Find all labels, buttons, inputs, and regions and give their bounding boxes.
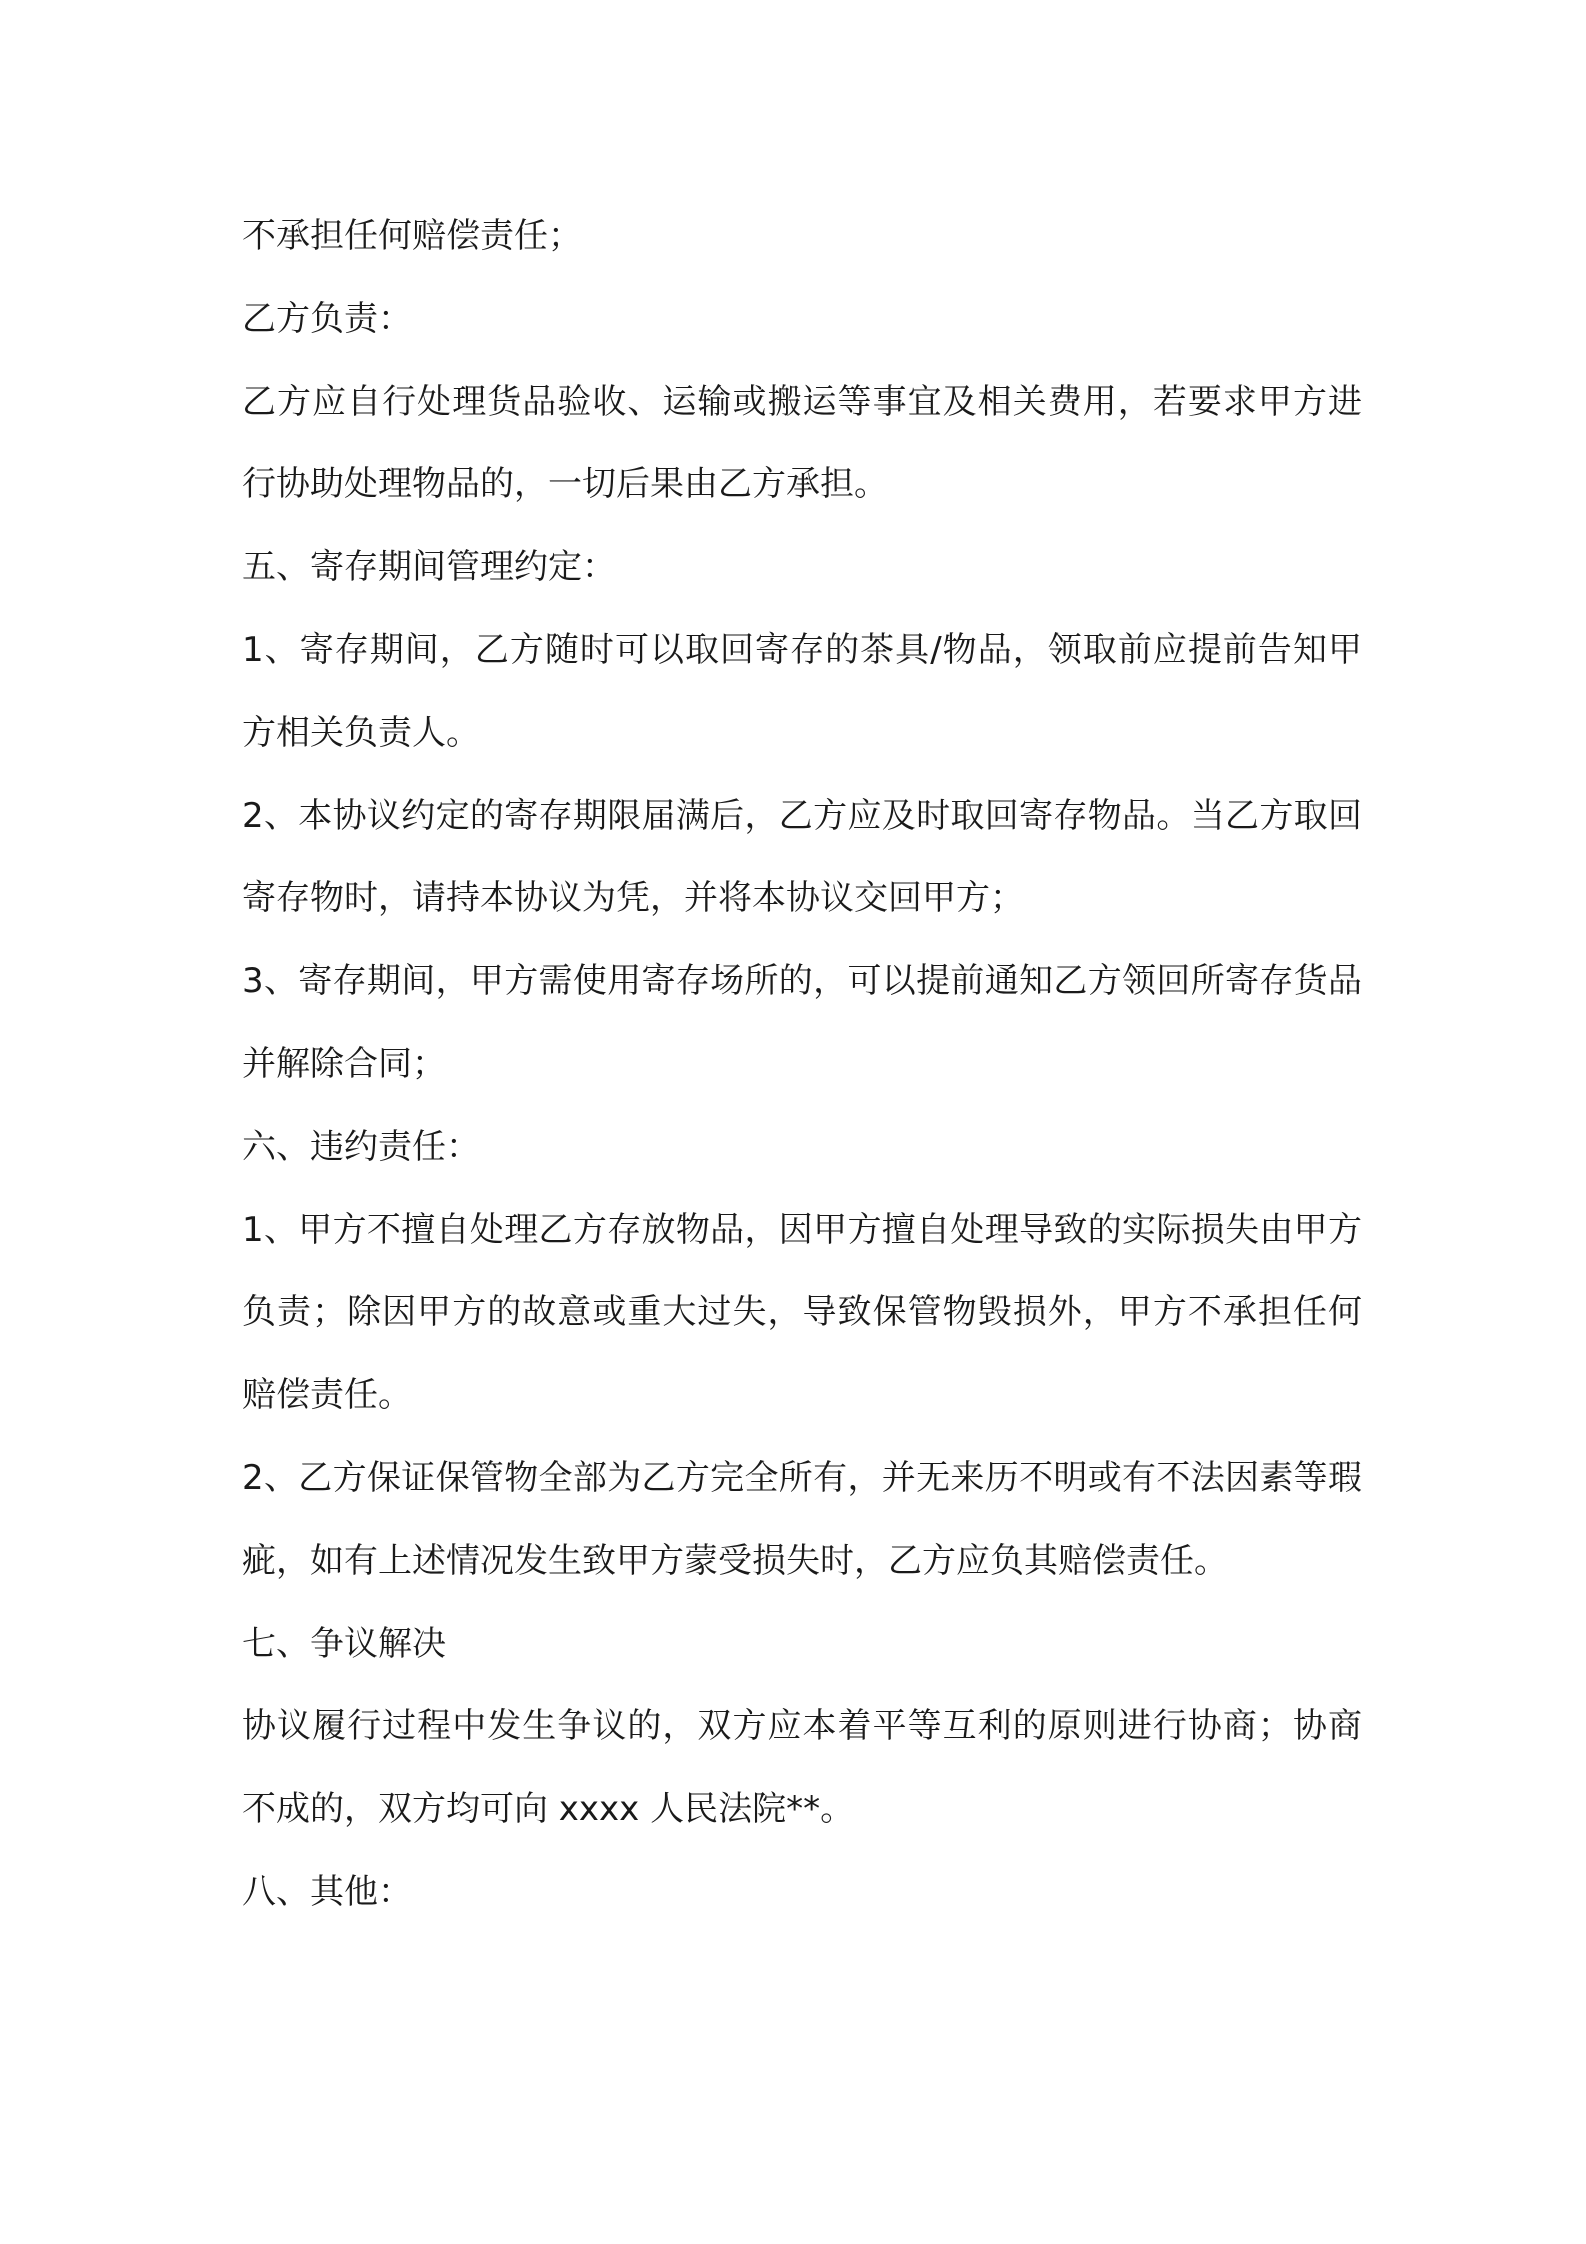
document-body [242,195,1362,1934]
paragraph-party-b-responsibility-heading: 乙方负责： [242,298,412,339]
section-heading-dispute-resolution: 七、争议解决 [242,1623,446,1664]
paragraph-storage-clause-3: 3、寄存期间，甲方需使用寄存场所的，可以提前通知乙方领回所寄存货品并解除合同； [242,961,1362,1084]
paragraph-liability-continued: 不承担任何赔偿责任； [242,216,582,256]
paragraph-dispute-resolution: 协议履行过程中发生争议的，双方应本着平等互利的原则进行协商；协商不成的，双方均可向 xxxx 人民法院**。 [242,1706,1362,1830]
paragraph-storage-clause-2: 2、本协议约定的寄存期限届满后，乙方应及时取回寄存物品。当乙方取回寄存物时，请持本协议为凭，并将本协议交回甲方； [242,795,1362,919]
section-heading-storage-management: 五、寄存期间管理约定： [242,547,616,588]
paragraph-storage-clause-1: 1、寄存期间，乙方随时可以取回寄存的茶具/物品，领取前应提前告知甲方相关负责人。 [242,629,1362,753]
section-heading-other: 八、其他： [242,1871,412,1912]
paragraph-breach-clause-2: 2、乙方保证保管物全部为乙方完全所有，并无来历不明或有不法因素等瑕疵，如有上述情况发生致甲方蒙受损失时，乙方应负其赔偿责任。 [242,1457,1362,1581]
section-heading-breach-liability: 六、违约责任： [242,1126,480,1167]
paragraph-party-b-responsibility: 乙方应自行处理货品验收、运输或搬运等事宜及相关费用，若要求甲方进行协助处理物品的，一切后果由乙方承担。 [242,381,1362,505]
paragraph-breach-clause-1: 1、甲方不擅自处理乙方存放物品，因甲方擅自处理导致的实际损失由甲方负责；除因甲方的故意或重大过失，导致保管物毁损外，甲方不承担任何赔偿责任。 [242,1209,1362,1416]
